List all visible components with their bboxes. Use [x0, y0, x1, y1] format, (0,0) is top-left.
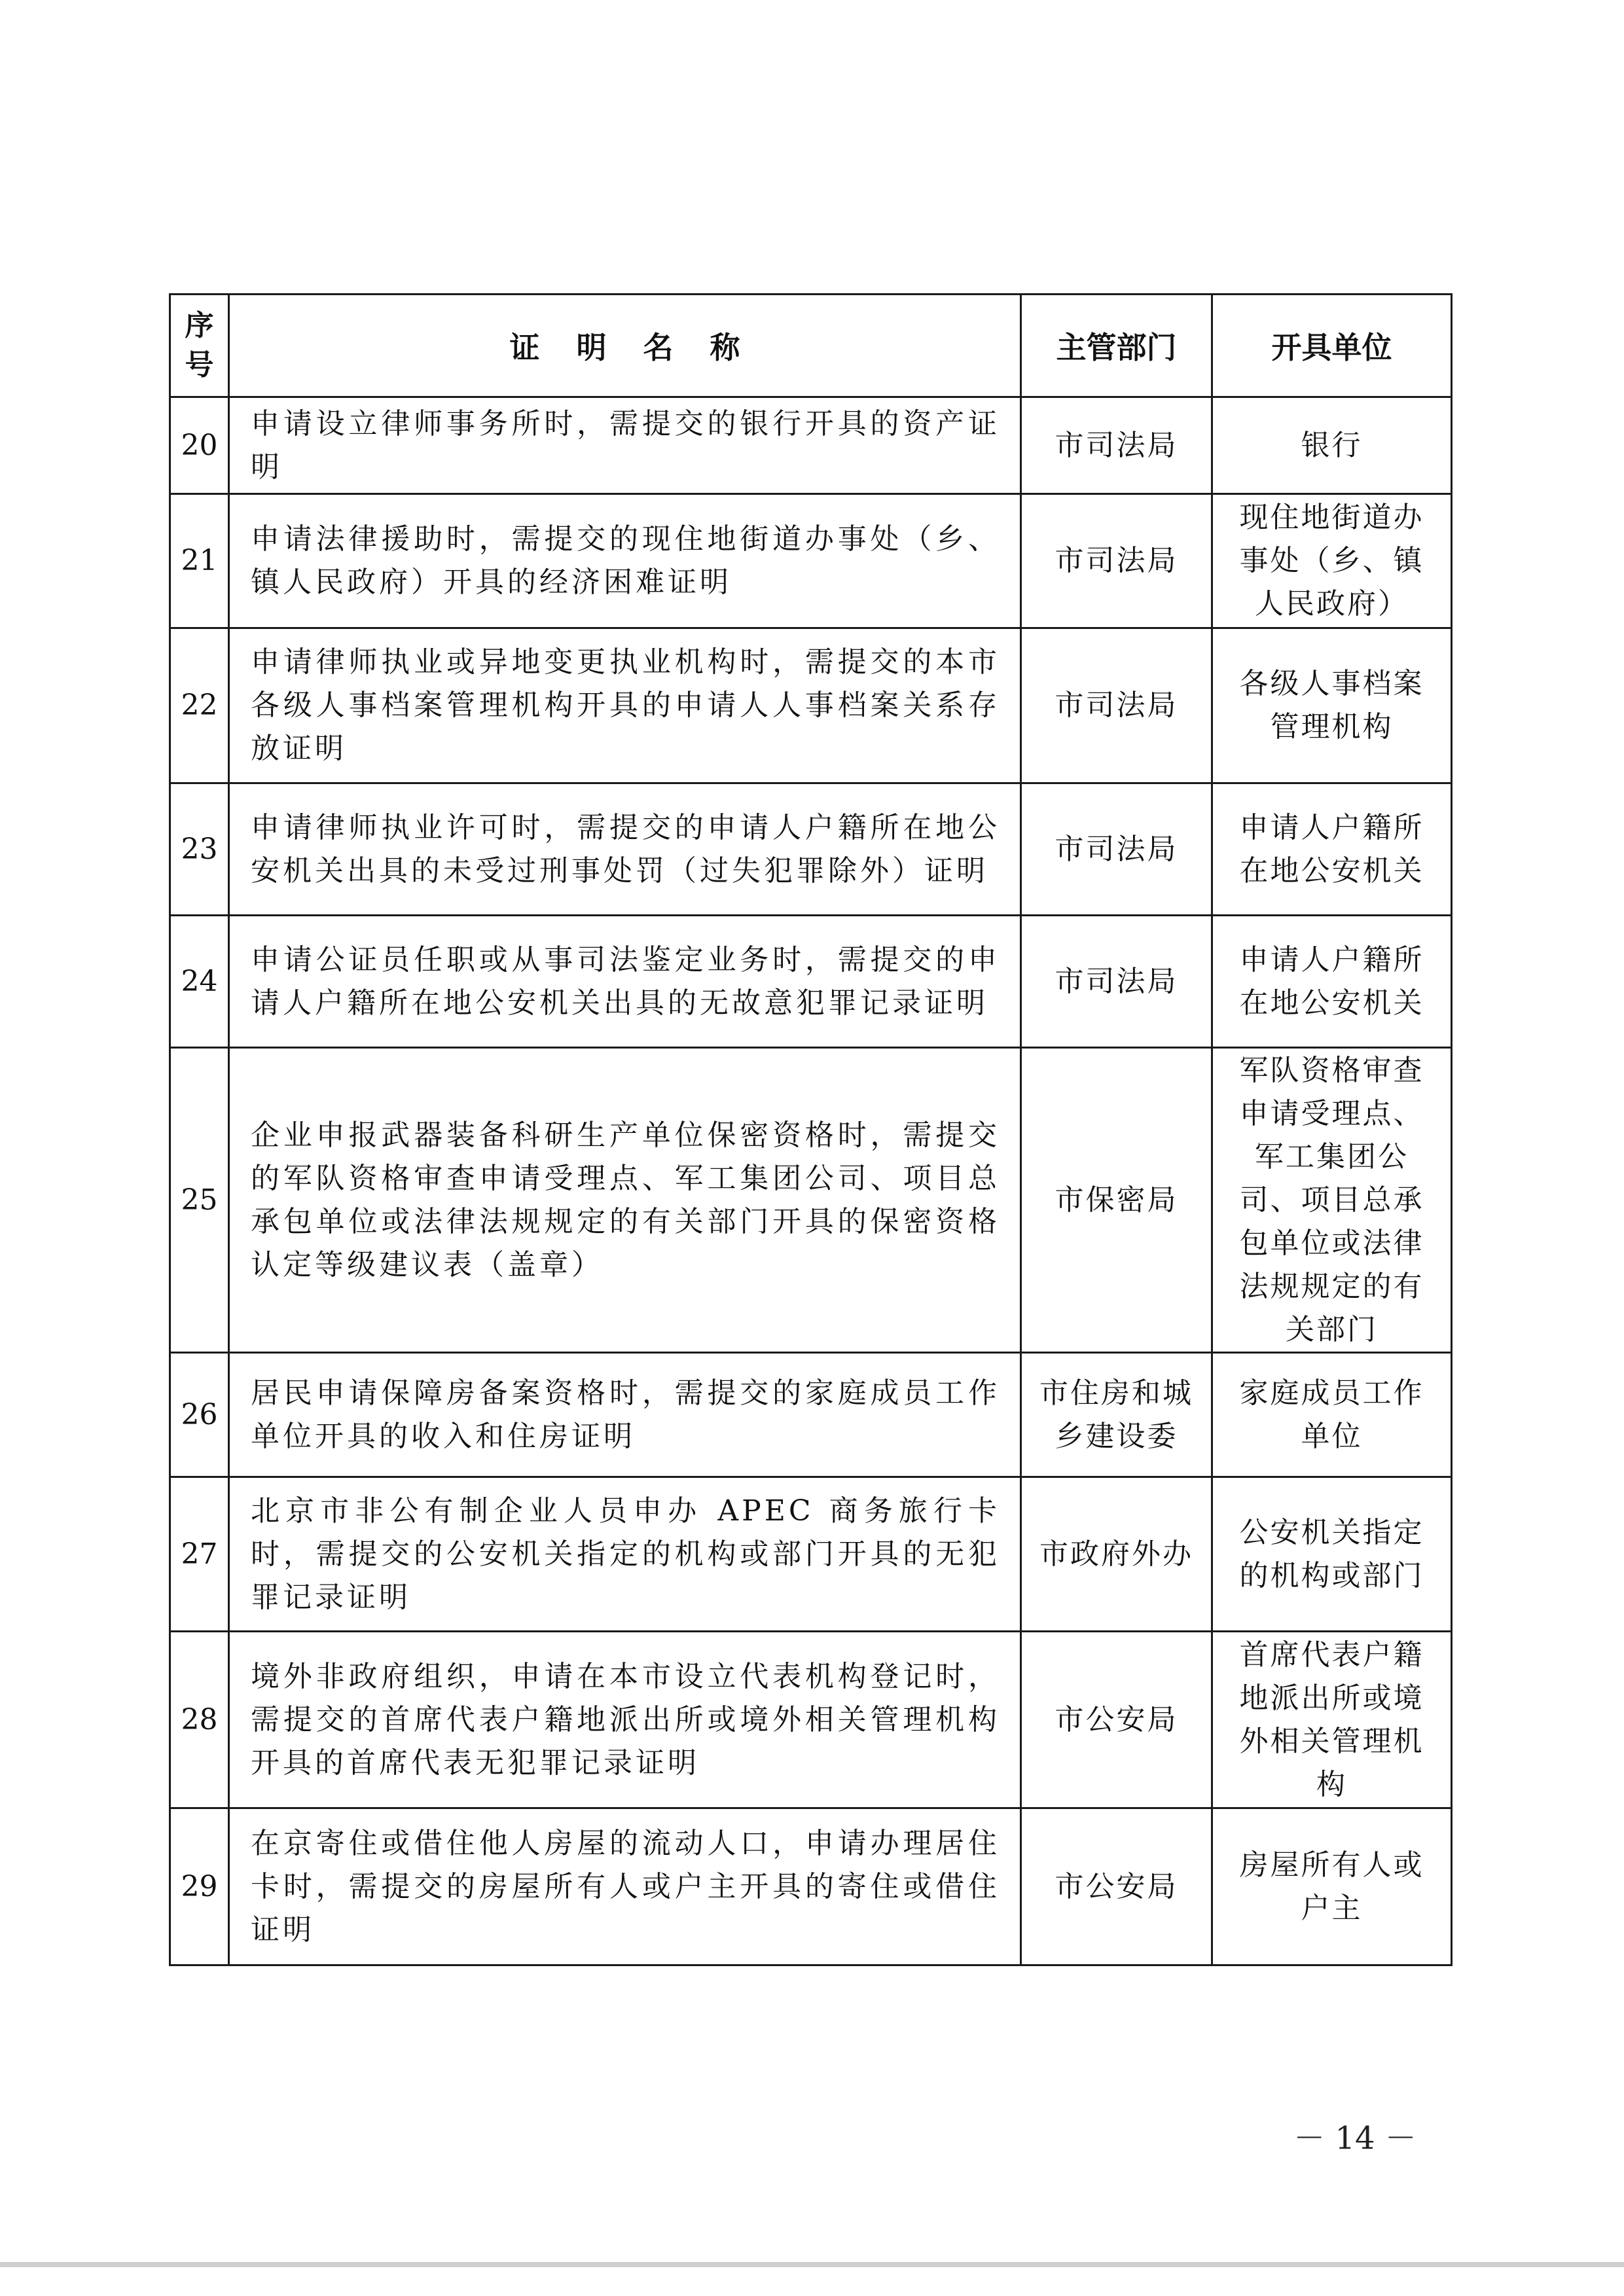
row-number: 25 — [170, 1048, 229, 1353]
certificate-name: 申请法律援助时，需提交的现住地街道办事处（乡、镇人民政府）开具的经济困难证明 — [229, 494, 1021, 628]
issuing-unit: 军队资格审查申请受理点、军工集团公司、项目总承包单位或法律法规规定的有关部门 — [1212, 1048, 1452, 1353]
certificate-name: 申请律师执业许可时，需提交的申请人户籍所在地公安机关出具的未受过刑事处罚（过失犯罪除外）证明 — [229, 783, 1021, 916]
table-header-row — [170, 295, 1452, 397]
department: 市政府外办 — [1021, 1477, 1212, 1632]
table-row — [170, 397, 1452, 494]
header-serial-number: 序号 — [170, 295, 229, 397]
issuing-unit: 公安机关指定的机构或部门 — [1212, 1477, 1452, 1632]
table-row — [170, 628, 1452, 783]
row-number: 21 — [170, 494, 229, 628]
row-number: 27 — [170, 1477, 229, 1632]
table-row — [170, 1353, 1452, 1477]
table-row — [170, 1632, 1452, 1808]
table-row — [170, 1477, 1452, 1632]
table-row — [170, 916, 1452, 1048]
department: 市司法局 — [1021, 628, 1212, 783]
department: 市司法局 — [1021, 783, 1212, 916]
row-number: 20 — [170, 397, 229, 494]
department: 市保密局 — [1021, 1048, 1212, 1353]
certificate-name: 境外非政府组织，申请在本市设立代表机构登记时，需提交的首席代表户籍地派出所或境外相关管理机构开具的首席代表无犯罪记录证明 — [229, 1632, 1021, 1808]
department: 市司法局 — [1021, 494, 1212, 628]
table-row — [170, 1808, 1452, 1965]
page-number: － 14 － — [1293, 2120, 1416, 2157]
certificate-name: 居民申请保障房备案资格时，需提交的家庭成员工作单位开具的收入和住房证明 — [229, 1353, 1021, 1477]
header-issuing-unit: 开具单位 — [1212, 295, 1452, 397]
certificate-name: 申请公证员任职或从事司法鉴定业务时，需提交的申请人户籍所在地公安机关出具的无故意犯罪记录证明 — [229, 916, 1021, 1048]
row-number: 26 — [170, 1353, 229, 1477]
table-row — [170, 783, 1452, 916]
issuing-unit: 银行 — [1212, 397, 1452, 494]
department: 市住房和城乡建设委 — [1021, 1353, 1212, 1477]
certificate-name: 在京寄住或借住他人房屋的流动人口，申请办理居住卡时，需提交的房屋所有人或户主开具的寄住或借住证明 — [229, 1808, 1021, 1965]
table-row — [170, 494, 1452, 628]
certificate-table — [169, 293, 1453, 1966]
row-number: 22 — [170, 628, 229, 783]
certificate-name: 企业申报武器装备科研生产单位保密资格时，需提交的军队资格审查申请受理点、军工集团公司、项目总承包单位或法律法规规定的有关部门开具的保密资格认定等级建议表（盖章） — [229, 1048, 1021, 1353]
department: 市公安局 — [1021, 1632, 1212, 1808]
issuing-unit: 房屋所有人或户主 — [1212, 1808, 1452, 1965]
row-number: 24 — [170, 916, 229, 1048]
department: 市司法局 — [1021, 916, 1212, 1048]
issuing-unit: 家庭成员工作单位 — [1212, 1353, 1452, 1477]
department: 市公安局 — [1021, 1808, 1212, 1965]
issuing-unit: 申请人户籍所在地公安机关 — [1212, 916, 1452, 1048]
certificate-name: 北京市非公有制企业人员申办 APEC 商务旅行卡时，需提交的公安机关指定的机构或部门开具的无犯罪记录证明 — [229, 1477, 1021, 1632]
certificate-name: 申请律师执业或异地变更执业机构时，需提交的本市各级人事档案管理机构开具的申请人人事档案关系存放证明 — [229, 628, 1021, 783]
header-certificate-name: 证明名称 — [229, 295, 1021, 397]
row-number: 28 — [170, 1632, 229, 1808]
issuing-unit: 各级人事档案管理机构 — [1212, 628, 1452, 783]
header-department: 主管部门 — [1021, 295, 1212, 397]
department: 市司法局 — [1021, 397, 1212, 494]
bottom-divider — [0, 2262, 1624, 2267]
issuing-unit: 申请人户籍所在地公安机关 — [1212, 783, 1452, 916]
table-row — [170, 1048, 1452, 1353]
issuing-unit: 现住地街道办事处（乡、镇人民政府） — [1212, 494, 1452, 628]
issuing-unit: 首席代表户籍地派出所或境外相关管理机构 — [1212, 1632, 1452, 1808]
certificate-name: 申请设立律师事务所时，需提交的银行开具的资产证明 — [229, 397, 1021, 494]
row-number: 23 — [170, 783, 229, 916]
row-number: 29 — [170, 1808, 229, 1965]
